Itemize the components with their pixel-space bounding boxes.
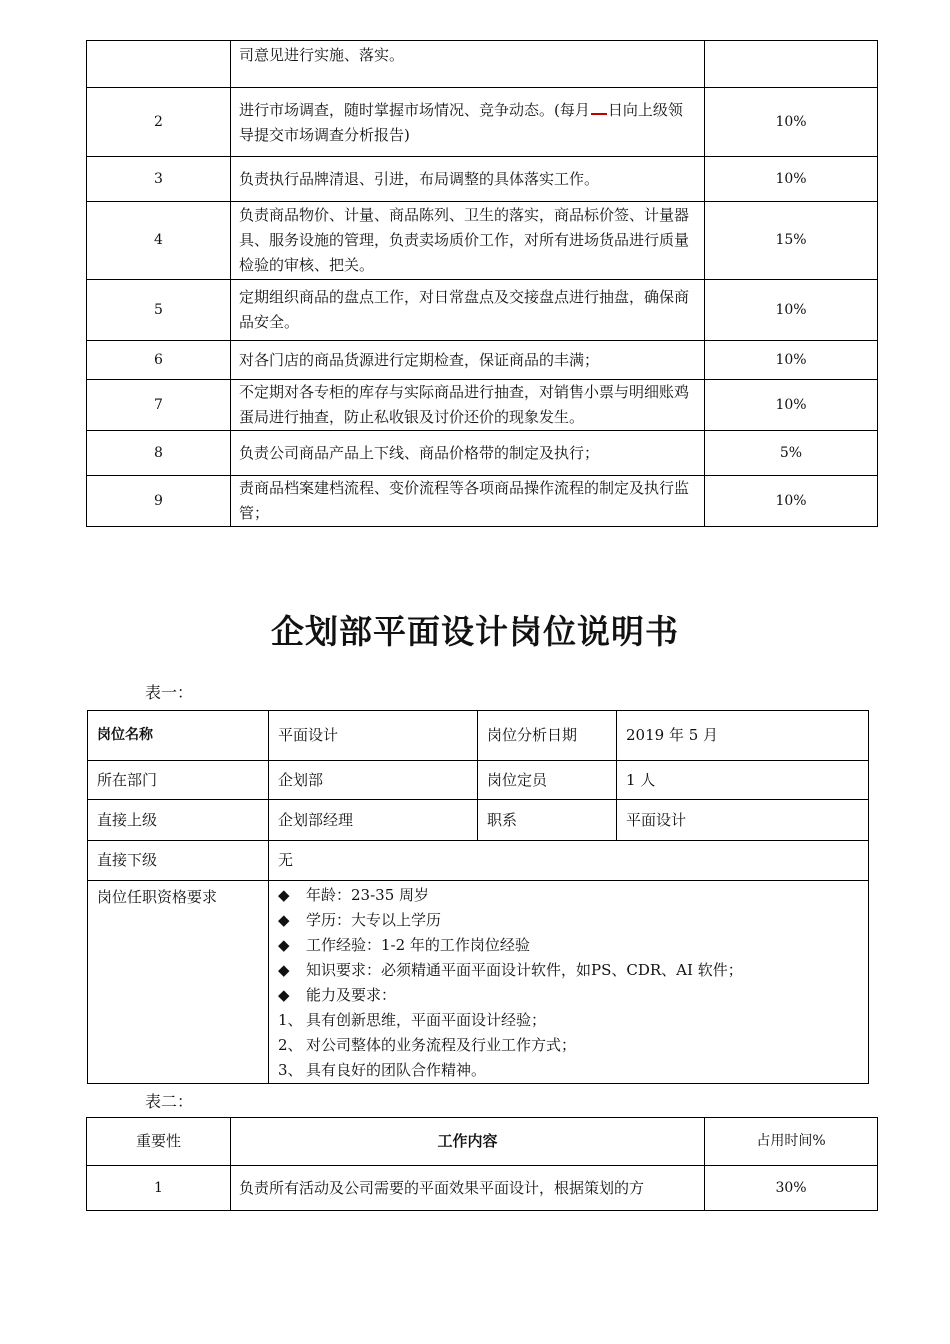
diamond-bullet-icon: ◆ bbox=[278, 911, 290, 929]
requirement-text: 年龄：23-35 周岁 bbox=[306, 886, 430, 904]
department-value: 企划部 bbox=[269, 761, 478, 800]
row-content: 对各门店的商品货源进行定期检查，保证商品的丰满； bbox=[231, 341, 705, 380]
requirement-text: 具有创新思维，平面平面设计经验； bbox=[306, 1011, 547, 1029]
time-header: 占用时间% bbox=[705, 1118, 878, 1166]
row-content: 负责执行品牌清退、引进，布局调整的具体落实工作。 bbox=[231, 157, 705, 202]
row-number: 2 bbox=[87, 88, 231, 157]
table-row bbox=[87, 41, 878, 88]
work-content-table bbox=[86, 1117, 878, 1211]
row-number: 6 bbox=[87, 341, 231, 380]
row-number: 8 bbox=[87, 431, 231, 476]
requirements-list bbox=[278, 883, 859, 1083]
row-number: 3 bbox=[87, 157, 231, 202]
position-name-value: 平面设计 bbox=[269, 711, 478, 761]
list-item bbox=[278, 958, 859, 983]
row-number: 4 bbox=[87, 202, 231, 280]
requirement-text: 工作经验：1-2 年的工作岗位经验 bbox=[306, 936, 530, 954]
diamond-bullet-icon: ◆ bbox=[278, 986, 290, 1004]
subordinate-label: 直接下级 bbox=[88, 841, 269, 881]
analysis-date-label: 岗位分析日期 bbox=[478, 711, 617, 761]
list-number: 3、 bbox=[278, 1061, 303, 1079]
headcount-value: 1 人 bbox=[617, 761, 869, 800]
diamond-bullet-icon: ◆ bbox=[278, 961, 290, 979]
blank-day-underline bbox=[591, 97, 607, 115]
content-header: 工作内容 bbox=[231, 1118, 705, 1166]
diamond-bullet-icon: ◆ bbox=[278, 886, 290, 904]
table-row bbox=[87, 88, 878, 157]
row-content bbox=[231, 88, 705, 157]
row-content: 定期组织商品的盘点工作，对日常盘点及交接盘点进行抽盘，确保商品安全。 bbox=[231, 280, 705, 341]
row-number bbox=[87, 41, 231, 88]
list-item bbox=[278, 1033, 859, 1058]
headcount-label: 岗位定员 bbox=[478, 761, 617, 800]
row-content: 司意见进行实施、落实。 bbox=[231, 41, 705, 88]
job-family-label: 职系 bbox=[478, 800, 617, 841]
table-header-row bbox=[87, 1118, 878, 1166]
row-percentage: 10% bbox=[705, 341, 878, 380]
table-row bbox=[87, 431, 878, 476]
row-content-part-a: 进行市场调查，随时掌握市场情况、竞争动态。(每月 bbox=[239, 100, 590, 119]
department-label: 所在部门 bbox=[88, 761, 269, 800]
superior-label: 直接上级 bbox=[88, 800, 269, 841]
list-item bbox=[278, 883, 859, 908]
table-row bbox=[87, 1166, 878, 1211]
list-item bbox=[278, 983, 859, 1008]
responsibility-table-continued bbox=[86, 40, 878, 527]
job-family-value: 平面设计 bbox=[617, 800, 869, 841]
table-row bbox=[87, 476, 878, 527]
table-row bbox=[87, 341, 878, 380]
row-percentage: 10% bbox=[705, 280, 878, 341]
row-content: 负责公司商品产品上下线、商品价格带的制定及执行； bbox=[231, 431, 705, 476]
table-row bbox=[88, 841, 869, 881]
row-percentage bbox=[705, 41, 878, 88]
requirement-text: 能力及要求： bbox=[306, 986, 397, 1004]
table-row bbox=[87, 280, 878, 341]
row-content-part-b: 日向上级领导提交市场调查分析报告) bbox=[239, 100, 683, 144]
row-percentage: 5% bbox=[705, 431, 878, 476]
subordinate-value: 无 bbox=[269, 841, 869, 881]
importance-header: 重要性 bbox=[87, 1118, 231, 1166]
list-item bbox=[278, 1008, 859, 1033]
analysis-date-value: 2019 年 5 月 bbox=[617, 711, 869, 761]
superior-value: 企划部经理 bbox=[269, 800, 478, 841]
row-number: 1 bbox=[87, 1166, 231, 1211]
table-row bbox=[88, 800, 869, 841]
row-content: 负责所有活动及公司需要的平面效果平面设计，根据策划的方 bbox=[231, 1166, 705, 1211]
row-percentage: 15% bbox=[705, 202, 878, 280]
row-number: 9 bbox=[87, 476, 231, 527]
table-one-label: 表一： bbox=[145, 683, 194, 702]
row-number: 7 bbox=[87, 380, 231, 431]
document-title: 企划部平面设计岗位说明书 bbox=[271, 612, 679, 651]
diamond-bullet-icon: ◆ bbox=[278, 936, 290, 954]
requirement-text: 对公司整体的业务流程及行业工作方式； bbox=[306, 1036, 577, 1054]
list-number: 2、 bbox=[278, 1036, 303, 1054]
list-item bbox=[278, 1058, 859, 1083]
table-row bbox=[87, 380, 878, 431]
row-percentage: 10% bbox=[705, 157, 878, 202]
row-number: 5 bbox=[87, 280, 231, 341]
requirement-text: 具有良好的团队合作精神。 bbox=[306, 1061, 487, 1079]
table-row bbox=[88, 881, 869, 1084]
list-number: 1、 bbox=[278, 1011, 303, 1029]
table-row bbox=[88, 761, 869, 800]
list-item bbox=[278, 933, 859, 958]
row-percentage: 10% bbox=[705, 380, 878, 431]
position-info-table bbox=[87, 710, 869, 1084]
row-percentage: 10% bbox=[705, 88, 878, 157]
row-content: 责商品档案建档流程、变价流程等各项商品操作流程的制定及执行监管； bbox=[231, 476, 705, 527]
position-name-label: 岗位名称 bbox=[88, 711, 269, 761]
table-two-label: 表二： bbox=[145, 1092, 194, 1111]
row-percentage: 10% bbox=[705, 476, 878, 527]
table-row bbox=[87, 157, 878, 202]
requirements-label: 岗位任职资格要求 bbox=[88, 881, 269, 1084]
requirement-text: 学历：大专以上学历 bbox=[306, 911, 442, 929]
table-row bbox=[87, 202, 878, 280]
row-percentage: 30% bbox=[705, 1166, 878, 1211]
requirements-cell bbox=[269, 881, 869, 1084]
row-content: 不定期对各专柜的库存与实际商品进行抽查，对销售小票与明细账鸡蛋局进行抽查，防止私收银及讨价还价的现象发生。 bbox=[231, 380, 705, 431]
list-item bbox=[278, 908, 859, 933]
row-content: 负责商品物价、计量、商品陈列、卫生的落实，商品标价签、计量器具、服务设施的管理，负责卖场质价工作，对所有进场货品进行质量检验的审核、把关。 bbox=[231, 202, 705, 280]
table-row bbox=[88, 711, 869, 761]
requirement-text: 知识要求：必须精通平面平面设计软件，如PS、CDR、AI 软件； bbox=[306, 961, 743, 979]
